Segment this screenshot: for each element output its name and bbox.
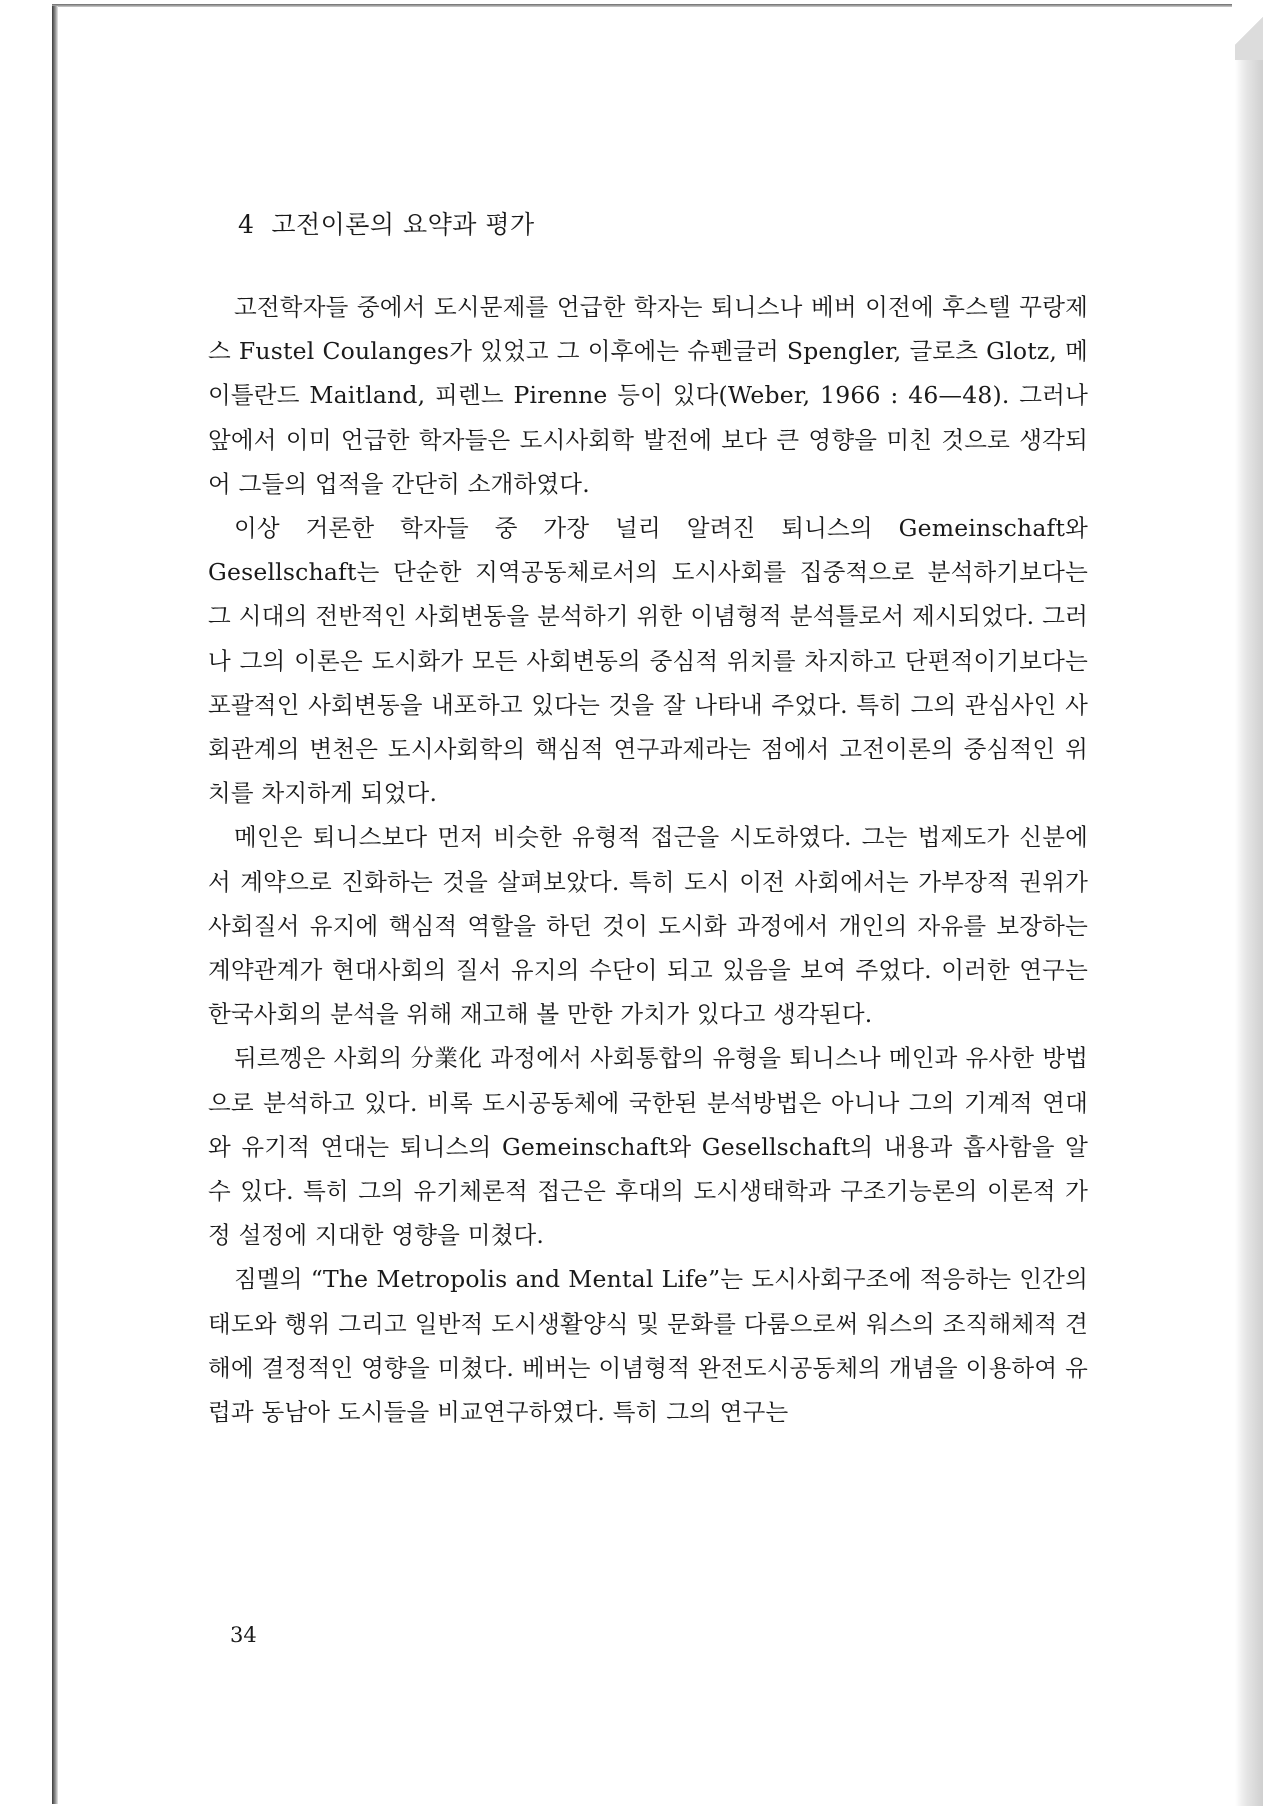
page-body	[208, 205, 1088, 1434]
paragraph-4: 뒤르껭은 사회의 分業化 과정에서 사회통합의 유형을 퇴니스나 메인과 유사한 방법으로 분석하고 있다. 비록 도시공동체에 국한된 분석방법은 아니나 그의 기계적 연대와 유기적 연대는 퇴니스의 Gemeinschaft와 Gesellschaft의 내용과 흡사함을 알 수 있다. 특히 그의 유기체론적 접근은 후대의 도시생태학과 구조기능론의 이론적 가정 설정에 지대한 영향을 미쳤다.	[208, 1044, 1088, 1250]
paragraph-2: 이상 거론한 학자들 중 가장 널리 알려진 퇴니스의 Gemeinschaft와 Gesellschaft는 단순한 지역공동체로서의 도시사회를 집중적으로 분석하기보다는 그 시대의 전반적인 사회변동을 분석하기 위한 이념형적 분석틀로서 제시되었다. 그러나 그의 이론은 도시화가 모든 사회변동의 중심적 위치를 차지하고 단편적이기보다는 포괄적인 사회변동을 내포하고 있다는 것을 잘 나타내 주었다. 특히 그의 관심사인 사회관계의 변천은 도시사회학의 핵심적 연구과제라는 점에서 고전이론의 중심적인 위치를 차지하게 되었다.	[208, 514, 1088, 808]
page-curl-shadow	[1235, 0, 1263, 1806]
page-edge-top	[52, 4, 1232, 7]
section-number: 4	[238, 210, 255, 239]
page-edge-left	[52, 6, 58, 1804]
section-heading	[238, 205, 1088, 245]
paragraph-3: 메인은 퇴니스보다 먼저 비슷한 유형적 접근을 시도하였다. 그는 법제도가 신분에서 계약으로 진화하는 것을 살펴보았다. 특히 도시 이전 사회에서는 가부장적 권위가 사회질서 유지에 핵심적 역할을 하던 것이 도시화 과정에서 개인의 자유를 보장하는 계약관계가 현대사회의 질서 유지의 수단이 되고 있음을 보여 주었다. 이러한 연구는 한국사회의 분석을 위해 재고해 볼 만한 가치가 있다고 생각된다.	[208, 823, 1088, 1029]
paragraph-1: 고전학자들 중에서 도시문제를 언급한 학자는 퇴니스나 베버 이전에 후스텔 꾸랑제스 Fustel Coulanges가 있었고 그 이후에는 슈펜글러 Spengler, 글로츠 Glotz, 메이틀란드 Maitland, 피렌느 Pirenne 등이 있다(Weber, 1966 : 46—48). 그러나 앞에서 이미 언급한 학자들은 도시사회학 발전에 보다 큰 영향을 미친 것으로 생각되어 그들의 업적을 간단히 소개하였다.	[208, 293, 1088, 498]
page-number: 34	[230, 1623, 257, 1647]
paragraph-5: 짐멜의 “The Metropolis and Mental Life”는 도시사회구조에 적응하는 인간의 태도와 행위 그리고 일반적 도시생활양식 및 문화를 다룸으로써 워스의 조직해체적 견해에 결정적인 영향을 미쳤다. 베버는 이념형적 완전도시공동체의 개념을 이용하여 유럽과 동남아 도시들을 비교연구하였다. 특히 그의 연구는	[208, 1265, 1088, 1427]
section-title: 고전이론의 요약과 평가	[271, 210, 535, 239]
